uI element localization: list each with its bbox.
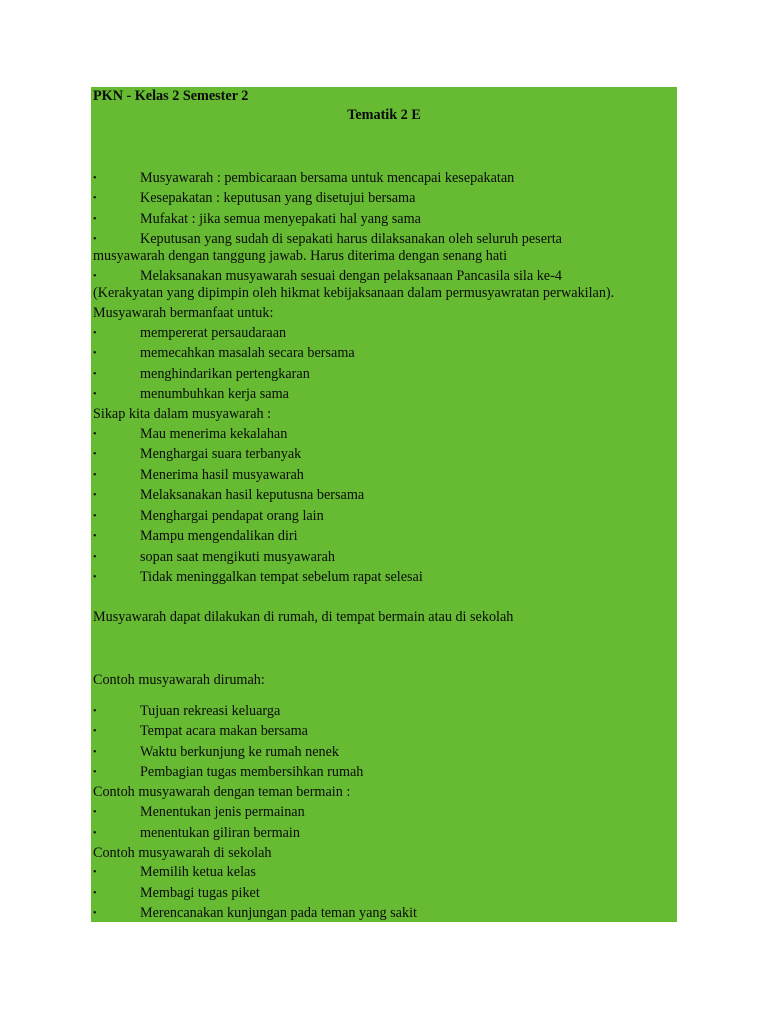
list-item-text: Membagi tugas piket	[140, 885, 260, 901]
list-item-continuation: musyawarah dengan tanggung jawab. Harus diterima dengan senang hati	[93, 248, 508, 264]
list-item-text: Menghargai pendapat orang lain	[140, 508, 324, 524]
list-item-text: Waktu berkunjung ke rumah nenek	[140, 744, 339, 760]
section-heading: Contoh musyawarah dengan teman bermain :	[93, 784, 351, 800]
bullet-icon: •	[93, 328, 97, 339]
list-item-text: Musyawarah : pembicaraan bersama untuk mencapai kesepakatan	[140, 170, 515, 186]
list-item-text: Menerima hasil musyawarah	[140, 467, 304, 483]
list-item-text: Kesepakatan : keputusan yang disetujui bersama	[140, 190, 416, 206]
list-item-text: Memilih ketua kelas	[140, 864, 256, 880]
list-item-text: Menghargai suara terbanyak	[140, 446, 302, 462]
list-item-text: Melaksanakan hasil keputusna bersama	[140, 487, 365, 503]
list-item-text: Mau menerima kekalahan	[140, 426, 288, 442]
bullet-icon: •	[93, 552, 97, 563]
document-page	[91, 87, 677, 922]
bullet-icon: •	[93, 429, 97, 440]
bullet-icon: •	[93, 348, 97, 359]
list-item-text: Mampu mengendalikan diri	[140, 528, 298, 544]
bullet-icon: •	[93, 369, 97, 380]
list-item-text: Merencanakan kunjungan pada teman yang sakit	[140, 905, 417, 921]
bullet-icon: •	[93, 214, 97, 225]
bullet-icon: •	[93, 511, 97, 522]
list-item-text: menentukan giliran bermain	[140, 825, 300, 841]
bullet-icon: •	[93, 572, 97, 583]
section-heading: Sikap kita dalam musyawarah :	[93, 406, 272, 422]
bullet-icon: •	[93, 706, 97, 717]
list-item-text: Keputusan yang sudah di sepakati harus dilaksanakan oleh seluruh peserta	[140, 231, 562, 247]
bullet-icon: •	[93, 173, 97, 184]
list-item-text: Tujuan rekreasi keluarga	[140, 703, 281, 719]
paragraph: Musyawarah dapat dilakukan di rumah, di tempat bermain atau di sekolah	[93, 609, 514, 625]
bullet-icon: •	[93, 470, 97, 481]
list-item-text: memecahkan masalah secara bersama	[140, 345, 355, 361]
list-item-text: Tempat acara makan bersama	[140, 723, 308, 739]
bullet-icon: •	[93, 867, 97, 878]
bullet-icon: •	[93, 234, 97, 245]
bullet-icon: •	[93, 747, 97, 758]
section-heading: Contoh musyawarah di sekolah	[93, 845, 272, 861]
list-item-text: menumbuhkan kerja sama	[140, 386, 289, 402]
bullet-icon: •	[93, 807, 97, 818]
section-heading: Contoh musyawarah dirumah:	[93, 672, 265, 688]
bullet-icon: •	[93, 490, 97, 501]
list-item-text: sopan saat mengikuti musyawarah	[140, 549, 336, 565]
bullet-icon: •	[93, 449, 97, 460]
list-item-continuation: (Kerakyatan yang dipimpin oleh hikmat kebijaksanaan dalam permusyawratan perwakilan).	[93, 285, 615, 301]
bullet-icon: •	[93, 828, 97, 839]
bullet-icon: •	[93, 531, 97, 542]
bullet-icon: •	[93, 726, 97, 737]
list-item-text: menghindarikan pertengkaran	[140, 366, 310, 382]
list-item-text: Mufakat : jika semua menyepakati hal yang sama	[140, 211, 421, 227]
bullet-icon: •	[93, 271, 97, 282]
bullet-icon: •	[93, 908, 97, 919]
bullet-icon: •	[93, 767, 97, 778]
list-item-text: Menentukan jenis permainan	[140, 804, 305, 820]
document-title: PKN - Kelas 2 Semester 2	[93, 88, 249, 104]
bullet-icon: •	[93, 389, 97, 400]
list-item-text: Melaksanakan musyawarah sesuai dengan pelaksanaan Pancasila sila ke-4	[140, 268, 562, 284]
list-item-text: Pembagian tugas membersihkan rumah	[140, 764, 364, 780]
list-item-text: Tidak meninggalkan tempat sebelum rapat selesai	[140, 569, 423, 585]
section-heading: Musyawarah bermanfaat untuk:	[93, 305, 274, 321]
bullet-icon: •	[93, 888, 97, 899]
document-subtitle: Tematik 2 E	[347, 107, 421, 123]
list-item-text: mempererat persaudaraan	[140, 325, 287, 341]
bullet-icon: •	[93, 193, 97, 204]
